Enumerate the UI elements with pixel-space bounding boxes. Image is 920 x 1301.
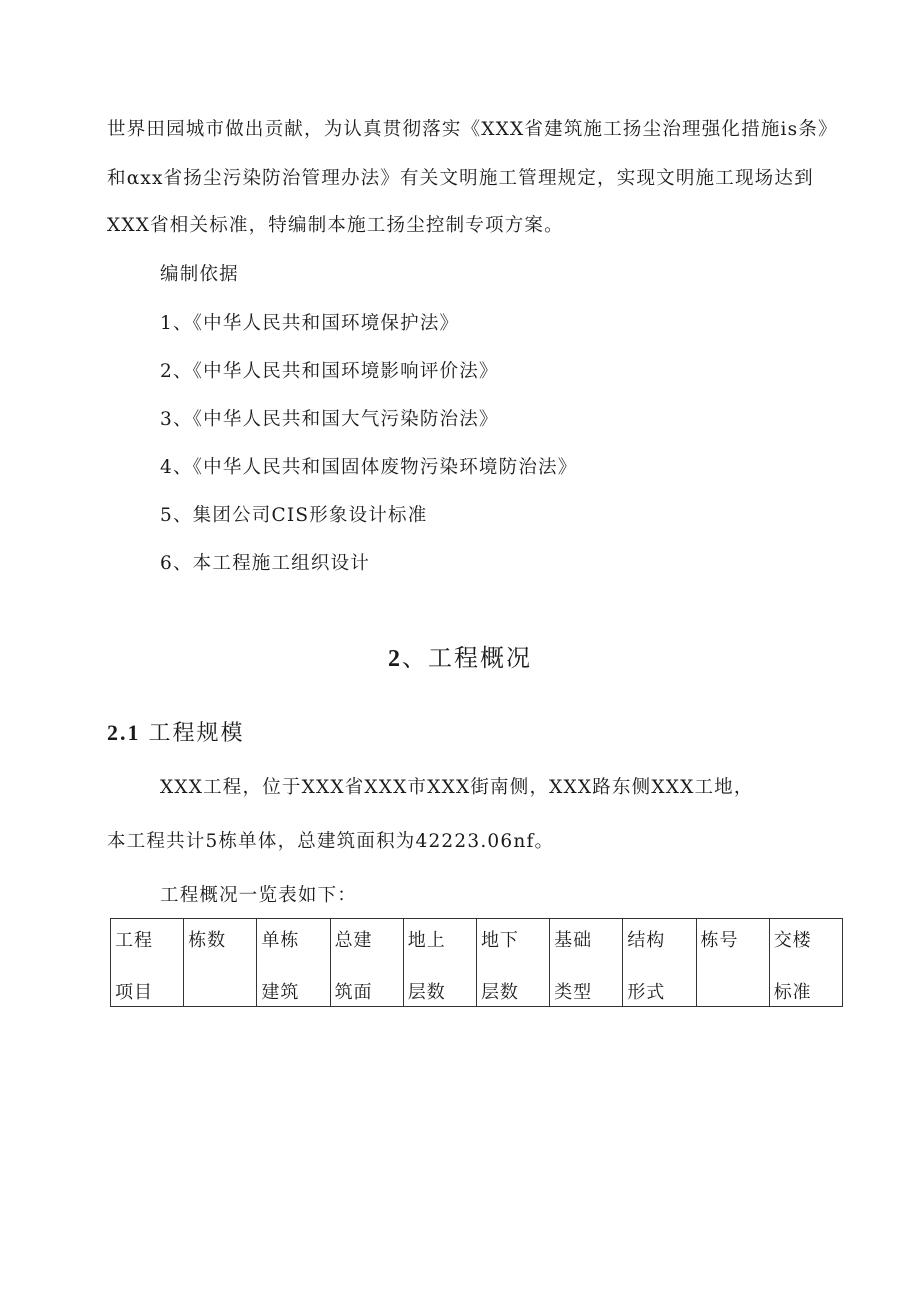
table-header-cell xyxy=(403,919,476,1007)
header-bottom: 建筑 xyxy=(261,982,300,1003)
table-header-cell xyxy=(623,919,696,1007)
scale-line-2: 本工程共计5栋单体，总建筑面积为42223.06nf。 xyxy=(107,831,555,852)
section-2-1-heading xyxy=(107,718,245,749)
table-header-cell xyxy=(330,919,403,1007)
header-top: 地上 xyxy=(407,930,446,951)
intro-line-3: XXX省相关标准，特编制本施工扬尘控制专项方案。 xyxy=(107,215,564,236)
section-2-heading xyxy=(0,643,920,674)
header-top: 结构 xyxy=(627,930,666,951)
table-header-cell xyxy=(184,919,257,1007)
table-header-cell xyxy=(111,919,184,1007)
header-bottom: 层数 xyxy=(480,982,519,1003)
project-overview-table xyxy=(110,918,843,1007)
header-top: 工程 xyxy=(115,930,153,951)
header-top: 栋数 xyxy=(188,930,227,951)
basis-title: 编制依据 xyxy=(160,264,239,285)
header-top: 交楼 xyxy=(773,930,812,951)
header-bottom: 形式 xyxy=(627,982,666,1003)
scale-line-1: XXX工程，位于XXX省XXX市XXX街南侧，XXX路东侧XXX工地， xyxy=(160,777,754,798)
table-header-cell xyxy=(476,919,549,1007)
header-bottom: 筑面 xyxy=(334,982,373,1003)
section-2-number: 2 xyxy=(388,646,402,672)
basis-item-4: 4、《中华人民共和国固体废物污染环境防治法》 xyxy=(160,457,578,478)
header-top: 单栋 xyxy=(261,930,300,951)
basis-item-5: 5、集团公司CIS形象设计标准 xyxy=(160,505,428,526)
intro-line-2: 和αxx省扬尘污染防治管理办法》有关文明施工管理规定，实现文明施工现场达到 xyxy=(107,168,814,189)
header-top: 地下 xyxy=(480,930,519,951)
section-2-title: 、工程概况 xyxy=(402,644,532,672)
header-top: 总建 xyxy=(334,930,373,951)
basis-item-1: 1、《中华人民共和国环境保护法》 xyxy=(160,313,460,334)
header-bottom: 层数 xyxy=(407,982,446,1003)
table-header-cell xyxy=(769,919,842,1007)
basis-item-6: 6、本工程施工组织设计 xyxy=(160,553,370,574)
table-intro: 工程概况一览表如下： xyxy=(160,885,358,906)
basis-item-3: 3、《中华人民共和国大气污染防治法》 xyxy=(160,409,499,430)
section-2-1-number: 2.1 xyxy=(107,720,141,745)
table-header-row xyxy=(111,919,843,1007)
table-header-cell xyxy=(696,919,769,1007)
intro-line-1: 世界田园城市做出贡献，为认真贯彻落实《XXX省建筑施工扬尘治理强化措施is条》 xyxy=(107,119,838,140)
header-bottom: 类型 xyxy=(554,982,593,1003)
table-header-cell xyxy=(550,919,623,1007)
section-2-1-title: 工程规模 xyxy=(148,721,245,746)
basis-item-2: 2、《中华人民共和国环境影响评价法》 xyxy=(160,361,499,382)
header-top: 栋号 xyxy=(700,930,739,951)
header-bottom: 标准 xyxy=(773,982,812,1003)
table-header-cell xyxy=(257,919,330,1007)
header-top: 基础 xyxy=(554,930,593,951)
header-bottom: 项目 xyxy=(115,982,153,1003)
